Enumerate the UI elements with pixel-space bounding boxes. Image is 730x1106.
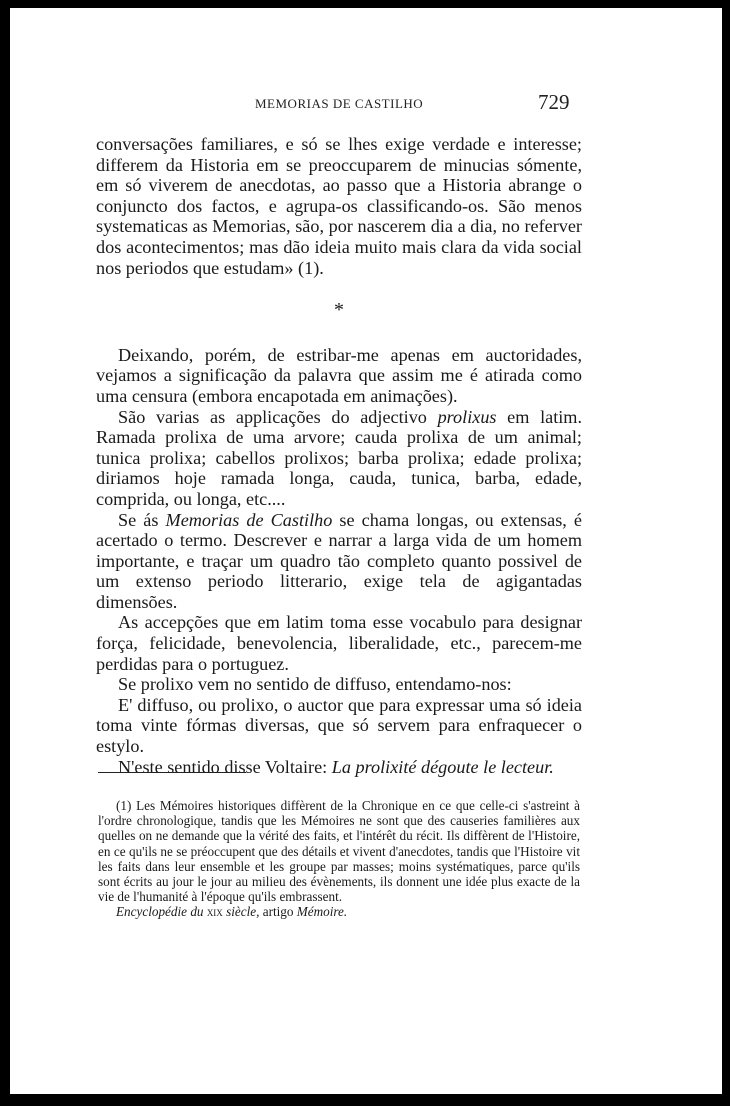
footnote-rule (98, 772, 246, 773)
source-siecle: siècle, (226, 904, 260, 920)
paragraph: E' diffuso, ou prolixo, o auctor que para expressar uma só ideia toma vinte fórmas diversas, que só servem para enfraquecer o estylo. (96, 694, 582, 757)
paragraph: Deixando, porém, de estribar-me apenas em auctoridades, vejamos a significação da palavra que assim me é atirada como uma censura (embora encapotada em animações). (96, 344, 582, 406)
text-run: em latim. Ramada prolixa de uma arvore; cauda prolixa de um animal; tunica prolixa; cabellos prolixos; barba prolixa; edade prolixa; diriamos hoje ramada longa, cauda, tunica, barba, edade, comprida, ou longa, etc.... (96, 406, 583, 509)
footnote (98, 798, 580, 920)
source-century: xix (206, 904, 223, 920)
text-run: São varias as applicações do adjectivo (118, 406, 438, 427)
paragraph: Se prolixo vem no sentido de diffuso, entendamo-nos: (118, 674, 512, 695)
italic-word: prolixus (437, 406, 497, 427)
italic-title: Memorias de Castilho (165, 509, 333, 530)
page-number: 729 (538, 90, 570, 114)
footnote-source (98, 904, 580, 919)
footnote-text: (1) Les Mémoires historiques diffèrent de la Chronique en ce que celle-ci s'astreint à l'ordre chronologique, tandis que les Mémoires ne sont que des causeries familières aux quelles on ne demande que la vérité des faits, et l'intérêt du récit. Ils diffèrent de l'Histoire, en ce qu'ils ne se préoccupent que des détails et vivent d'anecdotes, tandis que l'Histoire vit les faits dans leur ensemble et les groupe par masses; moins systématiques, parce qu'ils sont écrits au jour le jour au milieu des évènements, ils donnent une idée plus exacte de la vie de l'humanité à l'époque qu'ils embrassent. (98, 798, 580, 905)
section-separator: * (334, 299, 344, 322)
paragraph: As accepções que em latim toma esse vocabulo para designar força, felicidade, benevolencia, liberalidade, etc., parecem-me perdidas para o portuguez. (96, 612, 582, 674)
paragraph (96, 510, 582, 613)
italic-quote: La prolixité dégoute le lecteur. (331, 756, 554, 777)
book-page (10, 8, 722, 1094)
source-artigo: artigo (262, 904, 294, 920)
running-title: MEMORIAS DE CASTILHO (255, 96, 424, 111)
source-title: Encyclopédie du (116, 904, 204, 920)
main-text (96, 134, 582, 777)
paragraph-continued: conversações familiares, e só se lhes exige verdade e interesse; differem da Historia em se preoccuparem de minucias sómente, em só viverem de anecdotas, ao passo que a Historia abrange o conjuncto dos factos, e agrupa-os classificando-os. São menos systematicas as Memorias, são, por nascerem dia a dia, no referver dos acontecimentos; mas dão ideia muito mais clara da vida social nos periodos que estudam» (1). (96, 134, 582, 278)
text-run: N'este sentido disse Voltaire: (118, 756, 332, 777)
text-run: Se ás (118, 509, 166, 530)
paragraph (96, 407, 582, 510)
page-header (10, 90, 722, 118)
text-run: se chama longas, ou extensas, é acertado o termo. Descrever e narrar a larga vida de um homem importante, e traçar um quadro tão completo quanto possivel de um extenso periodo litterario, exige tela de agigantadas dimensões. (96, 509, 582, 612)
paragraph (96, 757, 582, 778)
source-entry: Mémoire. (296, 904, 348, 920)
